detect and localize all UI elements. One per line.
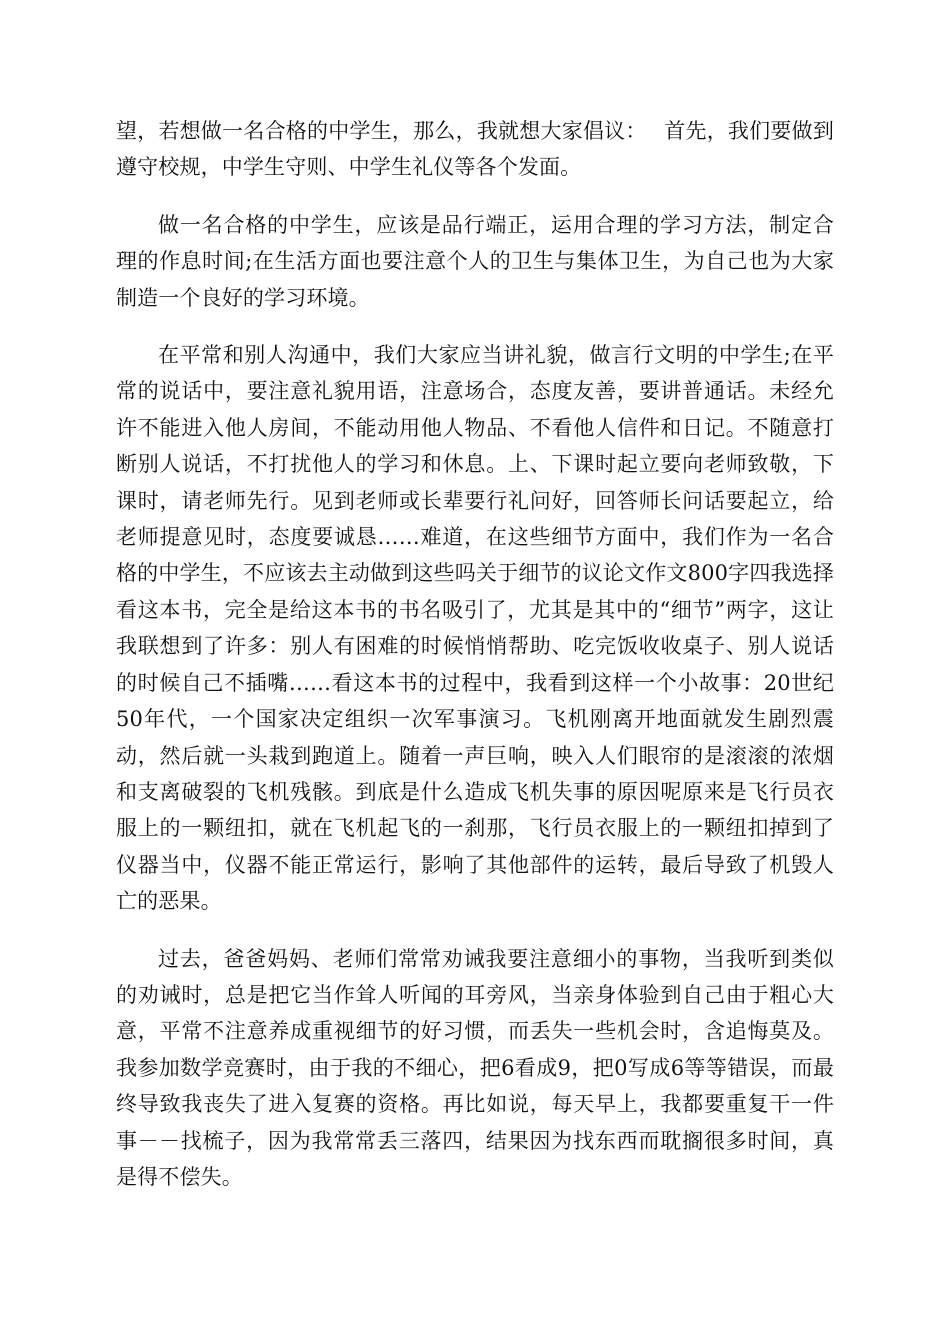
paragraph: 在平常和别人沟通中，我们大家应当讲礼貌，做言行文明的中学生;在平常的说话中，要注意礼貌用语，注意场合，态度友善，要讲普通话。未经允许不能进入他人房间，不能动用他人物品、不看他人信件和日记。不随意打断别人说话，不打扰他人的学习和休息。上、下课时起立要向老师致敬，下课时，请老师先行。见到老师或长辈要行礼问好，回答师长问话要起立，给老师提意见时，态度要诚恳……难道，在这些细节方面中，我们作为一名合格的中学生，不应该去主动做到这些吗关于细节的议论文作文800字四我选择看这本书，完全是给这本书的书名吸引了，尤其是其中的“细节”两字，这让我联想到了许多：别人有困难的时候悄悄帮助、吃完饭收收桌子、别人说话的时候自己不插嘴……看这本书的过程中，我看到这样一个小故事：20世纪50年代，一个国家决定组织一次军事演习。飞机刚离开地面就发生剧烈震动，然后就一头栽到跑道上。随着一声巨响，映入人们眼帘的是滚滚的浓烟和支离破裂的飞机残骸。到底是什么造成飞机失事的原因呢原来是飞行员衣服上的一颗纽扣，就在飞机起飞的一刹那，飞行员衣服上的一颗纽扣掉到了仪器当中，仪器不能正常运行，影响了其他部件的运转，最后导致了机毁人亡的恶果。 [116, 343, 834, 914]
document-page [116, 113, 834, 1216]
paragraph-continuation: 望，若想做一名合格的中学生，那么，我就想大家倡议： 首先，我们要做到遵守校规，中学生守则、中学生礼仪等各个发面。 [116, 119, 834, 180]
paragraph: 做一名合格的中学生，应该是品行端正，运用合理的学习方法，制定合理的作息时间;在生活方面也要注意个人的卫生与集体卫生，为自己也为大家制造一个良好的学习环境。 [116, 212, 834, 310]
paragraph: 过去，爸爸妈妈、老师们常常劝诫我要注意细小的事物，当我听到类似的劝诫时，总是把它当作耸人听闻的耳旁风，当亲身体验到自己由于粗心大意，平常不注意养成重视细节的好习惯，而丢失一些机会时，含追悔莫及。我参加数学竞赛时，由于我的不细心，把6看成9，把0写成6等等错误，而最终导致我丧失了进入复赛的资格。再比如说，每天早上，我都要重复干一件事－－找梳子，因为我常常丢三落四，结果因为找东西而耽搁很多时间，真是得不偿失。 [116, 946, 834, 1189]
